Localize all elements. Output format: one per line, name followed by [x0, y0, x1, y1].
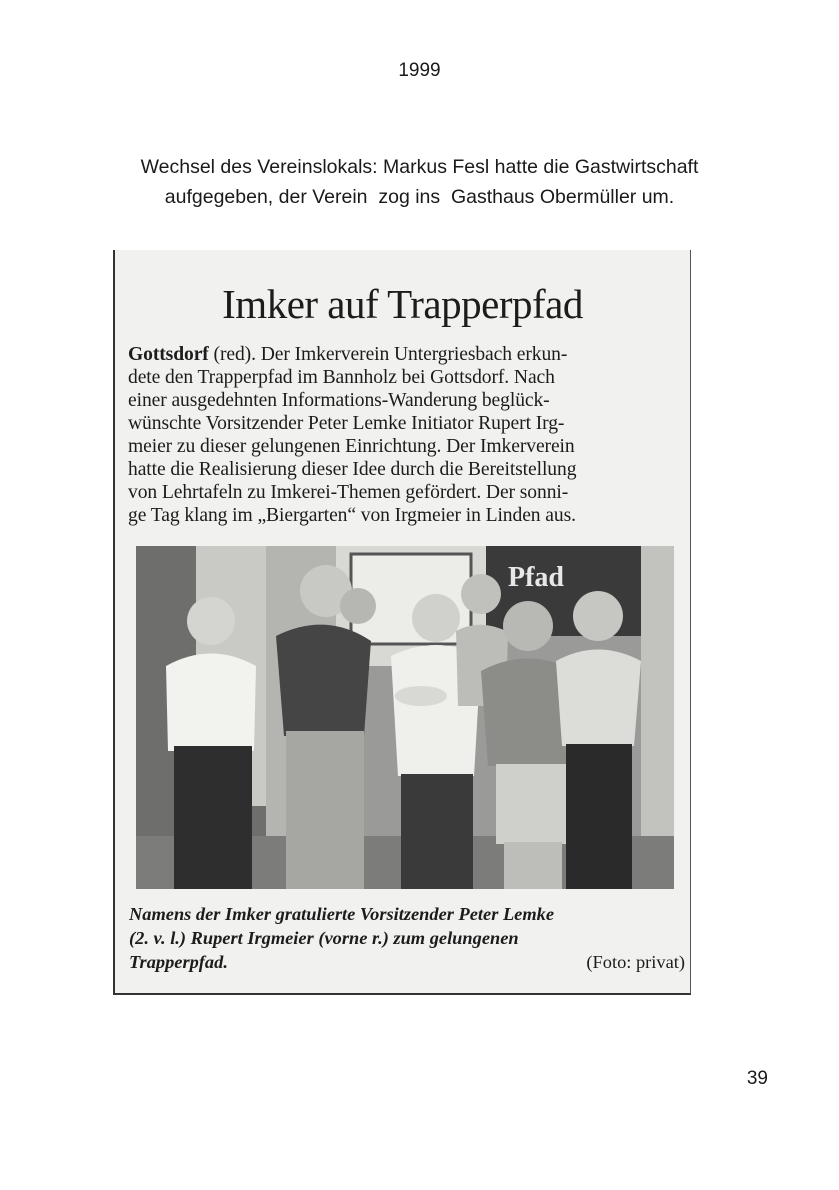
body-line-rest: (red). Der Imkerverein Untergriesbach erkun- [208, 344, 568, 365]
body-line: ge Tag klang im „Biergarten“ von Irgmeier in Linden aus. [128, 505, 576, 526]
photo-credit: (Foto: privat) [586, 952, 685, 972]
body-line: einer ausgedehnten Informations-Wanderung beglück- [128, 390, 550, 411]
body-line [128, 343, 680, 366]
caption-line: Namens der Imker gratulierte Vorsitzender Peter Lemke [129, 904, 555, 924]
dateline: Gottsdorf [128, 344, 209, 365]
body-line: von Lehrtafeln zu Imkerei-Themen gefördert. Der sonni- [128, 482, 569, 503]
photo-caption [129, 902, 685, 974]
clipping-headline: Imker auf Trapperpfad [222, 281, 583, 327]
caption-last-row [129, 950, 685, 974]
group-photo-illustration [136, 546, 674, 889]
intro-line: Wechsel des Vereinslokals: Markus Fesl hatte die Gastwirtschaft [140, 156, 699, 178]
body-line: wünschte Vorsitzender Peter Lemke Initiator Rupert Irg- [128, 413, 565, 434]
page-number: 39 [746, 1068, 768, 1089]
sign-text: Pfad [508, 562, 564, 593]
body-line: hatte die Realisierung dieser Idee durch die Bereitstellung [128, 459, 577, 480]
newspaper-clipping [113, 250, 691, 995]
body-line: meier zu dieser gelungenen Einrichtung. Der Imkerverein [128, 436, 575, 457]
body-line: dete den Trapperpfad im Bannholz bei Gottsdorf. Nach [128, 367, 555, 388]
intro-text [60, 152, 779, 212]
caption-line: (2. v. l.) Rupert Irgmeier (vorne r.) zum gelungenen [129, 928, 519, 948]
intro-line: aufgegeben, der Verein zog ins Gasthaus Obermüller um. [164, 186, 675, 208]
group-photo [136, 546, 674, 889]
caption-line: Trapperpfad. [129, 952, 228, 972]
year-heading: 1999 [398, 60, 441, 81]
clipping-body [128, 343, 680, 527]
